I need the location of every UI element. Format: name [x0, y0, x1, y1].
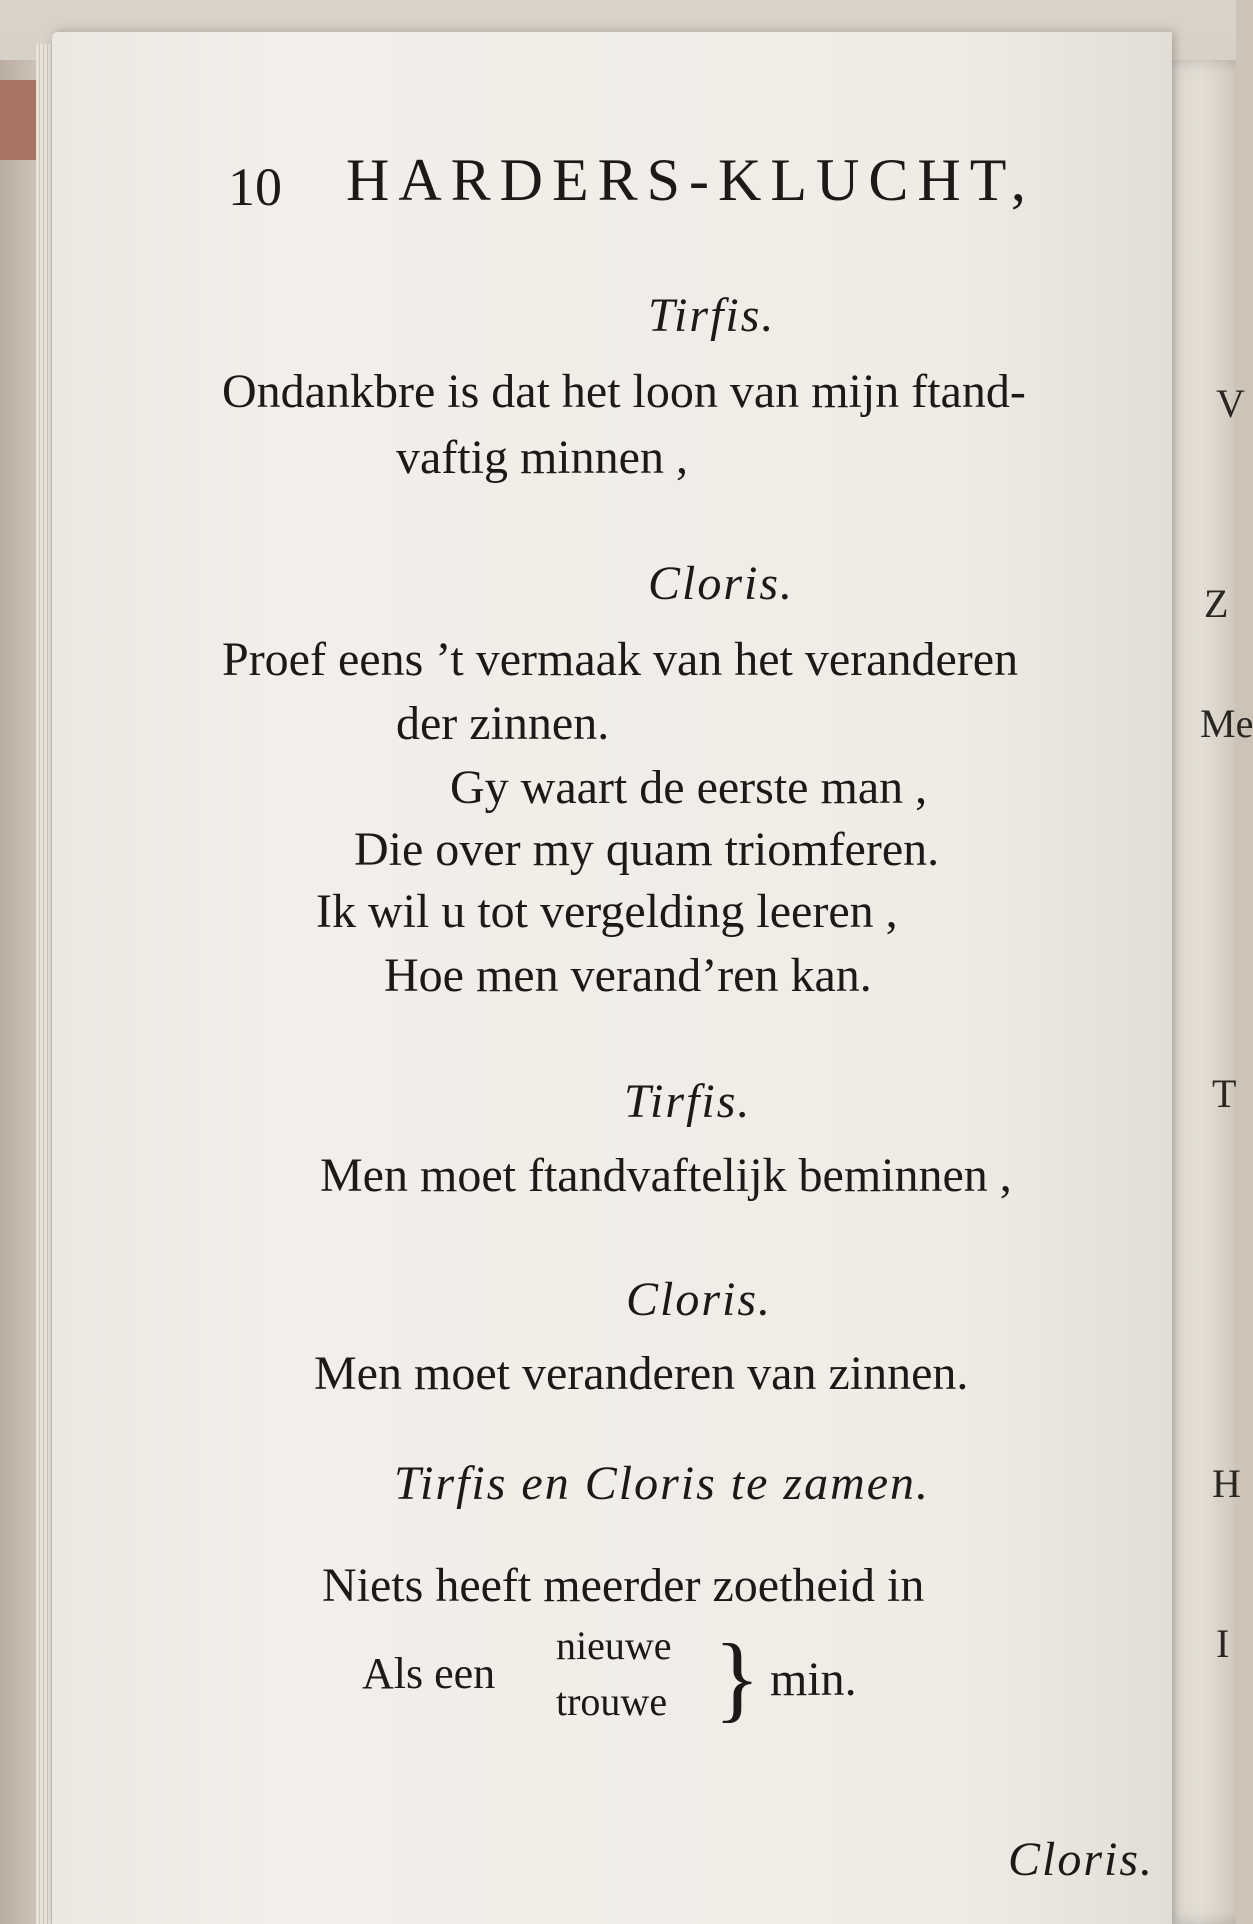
- verse-line: Proef eens ’t vermaak van het veranderen: [222, 633, 1019, 686]
- book-cover-edge: [0, 80, 40, 160]
- speaker-label: Tirfis.: [624, 1075, 752, 1128]
- speaker-label: Cloris.: [648, 557, 795, 610]
- verse-variant-upper: nieuwe: [556, 1623, 672, 1668]
- book-cover-left: [0, 60, 40, 1924]
- facing-page-fragment: V: [1216, 381, 1245, 426]
- verse-line-prefix: Als een: [362, 1649, 496, 1698]
- catchword: Cloris.: [1008, 1833, 1155, 1886]
- verse-variant-lower: trouwe: [556, 1679, 668, 1724]
- verse-line: Gy waart de eerste man ,: [450, 761, 928, 814]
- verse-line: Niets heeft meerder zoetheid in: [322, 1559, 925, 1612]
- verse-line: Ondankbre is dat het loon van mijn ftand-: [222, 365, 1026, 418]
- curly-brace-icon: }: [714, 1624, 761, 1731]
- facing-page-fragment: Me: [1200, 701, 1253, 746]
- facing-page-fragment: Z: [1204, 581, 1229, 626]
- page-number: 10: [228, 157, 282, 217]
- facing-page-fragment: H: [1212, 1461, 1241, 1506]
- speaker-label: Cloris.: [626, 1273, 773, 1326]
- verse-line: vaftig minnen ,: [396, 431, 688, 484]
- running-title: HARDERS-KLUCHT,: [346, 147, 1035, 213]
- verse-line: Men moet ftandvaftelijk beminnen ,: [320, 1149, 1012, 1202]
- verse-line: der zinnen.: [396, 697, 610, 750]
- verse-line: Men moet veranderen van zinnen.: [314, 1347, 969, 1400]
- speaker-label: Tirfis en Cloris te zamen.: [394, 1457, 931, 1510]
- speaker-label: Tirfis.: [648, 289, 776, 342]
- book-page: [52, 32, 1172, 1924]
- verse-line-suffix: min.: [770, 1653, 857, 1706]
- verse-line: Die over my quam triomferen.: [354, 823, 940, 876]
- verse-line: Hoe men verand’ren kan.: [384, 949, 872, 1002]
- verse-line: Ik wil u tot vergelding leeren ,: [316, 885, 898, 938]
- facing-page-fragment: T: [1212, 1071, 1237, 1116]
- facing-page-fragment: I: [1216, 1621, 1230, 1666]
